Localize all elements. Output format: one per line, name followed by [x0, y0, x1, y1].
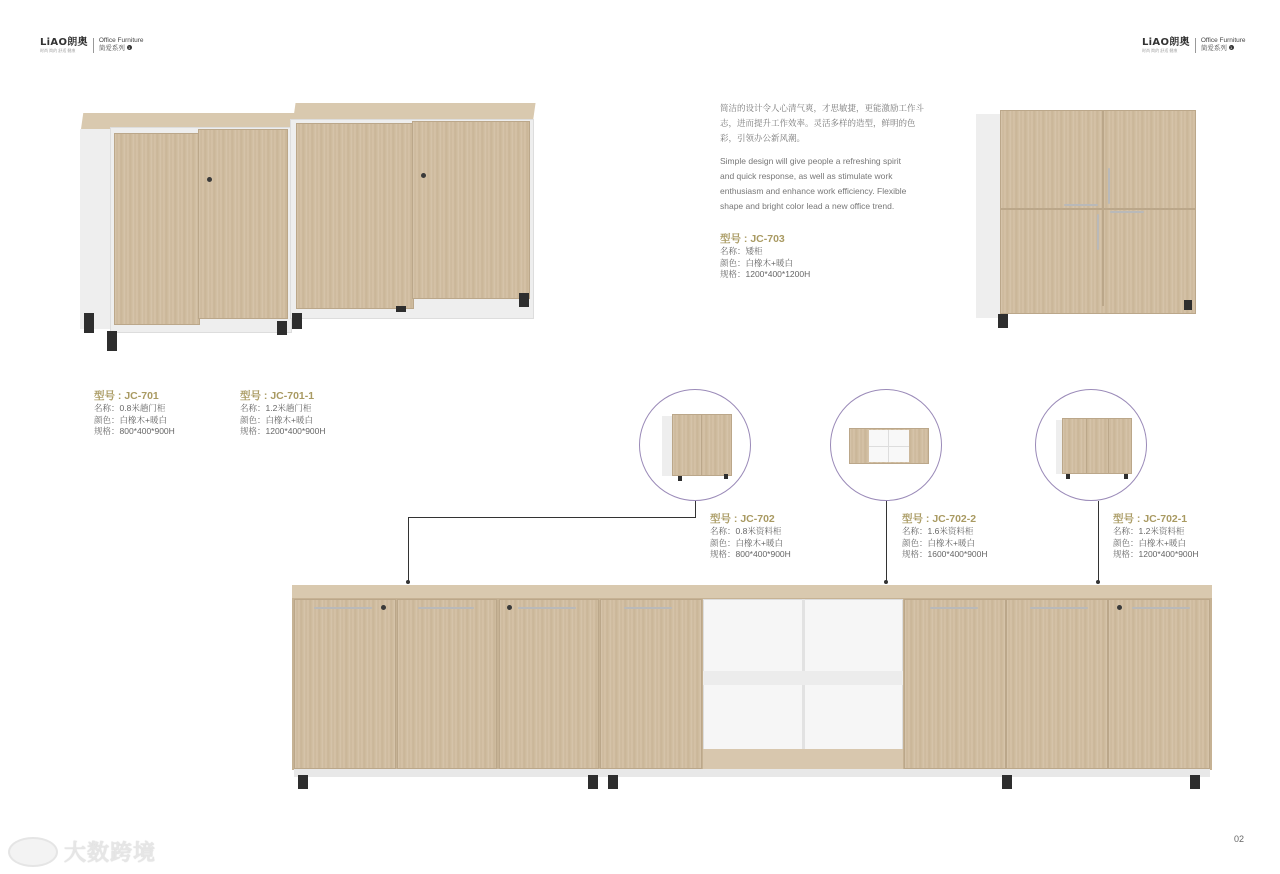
- handle: [314, 607, 372, 609]
- logo-line2: 简爱系列: [1200, 44, 1227, 52]
- brand-name: LiAO朗奥: [40, 37, 88, 48]
- page-number: 02: [1234, 834, 1245, 844]
- product-name: 名称：1.2米趟门柜: [240, 403, 312, 413]
- description-cn-line: 志，进而提升工作效率。灵活多样的造型，鲜明的色: [720, 118, 916, 128]
- model-number: 型号 : JC-701: [94, 390, 159, 402]
- model-number: 型号 : JC-703: [720, 233, 785, 245]
- product-name: 名称：0.8米趟门柜: [94, 403, 166, 413]
- cabinet-door: [114, 133, 200, 325]
- logo-line1: Office Furniture: [1200, 37, 1246, 44]
- watermark-text: 大数跨境: [64, 841, 157, 866]
- thumbnail-jc702-1: [1035, 389, 1147, 501]
- cabinet-door: [412, 121, 530, 299]
- product-name: 名称：0.8米资料柜: [710, 526, 782, 536]
- handle: [624, 607, 672, 609]
- cabinet-door: [904, 599, 1006, 769]
- cabinet-door: [600, 599, 702, 769]
- handle: [418, 607, 474, 609]
- description-en-line: shape and bright color lead a new office trend.: [720, 201, 895, 211]
- connector-line: [886, 501, 887, 582]
- brand-name: LiAO朗奥: [1142, 37, 1190, 48]
- cabinet-door: [1006, 599, 1108, 769]
- watermark-logo-icon: [8, 837, 58, 867]
- handle: [1064, 204, 1098, 206]
- lock-icon: [421, 173, 426, 178]
- model-number: 型号 : JC-702: [710, 513, 775, 525]
- lock-icon: [381, 605, 386, 610]
- product-image-jc703: [976, 110, 1198, 330]
- connector-dot: [406, 580, 410, 584]
- product-color: 颜色：白橡木+暖白: [1113, 537, 1186, 548]
- lock-icon: [1117, 605, 1122, 610]
- spec-jc702-1: [1113, 513, 1199, 561]
- product-color: 颜色：白橡木+暖白: [94, 414, 167, 425]
- cabinet-door: [397, 599, 497, 769]
- product-description: [720, 101, 924, 214]
- product-name: 名称：矮柜: [720, 246, 763, 256]
- handle: [930, 607, 978, 609]
- description-cn-line: 彩，引领办公新风潮。: [720, 133, 806, 143]
- lock-icon: [507, 605, 512, 610]
- lock-icon: [207, 177, 212, 182]
- handle: [518, 607, 576, 609]
- cabinet-door: [294, 599, 396, 769]
- spec-jc703: [720, 233, 810, 281]
- spec-jc702-2: [902, 513, 988, 561]
- description-cn-line: 简洁的设计令人心清气爽，才思敏捷，更能激励工作斗: [720, 103, 925, 113]
- spec-jc701: [94, 390, 175, 438]
- product-size: 规格：1600*400*900H: [902, 549, 988, 559]
- product-name: 名称：1.2米资料柜: [1113, 526, 1185, 536]
- series-badge: 1: [128, 45, 131, 51]
- handle: [1132, 607, 1190, 609]
- connector-line: [408, 517, 696, 518]
- connector-line: [1098, 501, 1099, 582]
- spec-jc702: [710, 513, 791, 561]
- model-number: 型号 : JC-702-1: [1113, 513, 1188, 525]
- cabinet-door: [296, 123, 414, 309]
- handle: [1108, 168, 1110, 204]
- thumbnail-jc702-2: [830, 389, 942, 501]
- product-size: 规格：800*400*900H: [710, 549, 791, 559]
- cabinet-door: [499, 599, 599, 769]
- product-size: 规格：1200*400*900H: [1113, 549, 1199, 559]
- handle: [1097, 214, 1099, 250]
- product-size: 规格：1200*400*900H: [240, 426, 326, 436]
- handle: [1030, 607, 1088, 609]
- logo-line2: 简爱系列: [98, 44, 125, 52]
- cabinet-door: [198, 129, 288, 319]
- brand-tagline: 时尚 简约 舒适 健康: [1142, 48, 1178, 53]
- spec-jc701-1: [240, 390, 326, 438]
- watermark: [8, 836, 156, 867]
- logo-divider: [93, 38, 94, 53]
- connector-dot: [884, 580, 888, 584]
- brand-tagline: 时尚 简约 舒适 健康: [40, 48, 76, 53]
- product-image-jc701: [80, 103, 536, 353]
- description-en-line: and quick response, as well as stimulate work: [720, 171, 893, 181]
- logo-divider: [1195, 38, 1196, 53]
- product-size: 规格：1200*400*1200H: [720, 269, 811, 279]
- product-image-jc702-combined: [292, 585, 1212, 793]
- product-name: 名称：1.6米资料柜: [902, 526, 974, 536]
- connector-line: [408, 517, 409, 583]
- header-logo-left: [40, 37, 144, 54]
- handle: [1110, 211, 1144, 213]
- header-logo-right: [1142, 37, 1246, 54]
- product-color: 颜色：白橡木+暖白: [710, 537, 783, 548]
- product-color: 颜色：白橡木+暖白: [240, 414, 313, 425]
- description-en-line: Simple design will give people a refreshing spirit: [720, 156, 901, 166]
- connector-dot: [1096, 580, 1100, 584]
- product-color: 颜色：白橡木+暖白: [902, 537, 975, 548]
- series-badge: 1: [1230, 45, 1233, 51]
- product-size: 规格：800*400*900H: [94, 426, 175, 436]
- product-color: 颜色：白橡木+暖白: [720, 257, 793, 268]
- connector-line: [695, 501, 696, 517]
- logo-line1: Office Furniture: [98, 37, 144, 44]
- model-number: 型号 : JC-701-1: [240, 390, 315, 402]
- model-number: 型号 : JC-702-2: [902, 513, 977, 525]
- description-en-line: enthusiasm and enhance work efficiency. Flexible: [720, 186, 907, 196]
- cabinet-door: [1108, 599, 1210, 769]
- thumbnail-jc702: [639, 389, 751, 501]
